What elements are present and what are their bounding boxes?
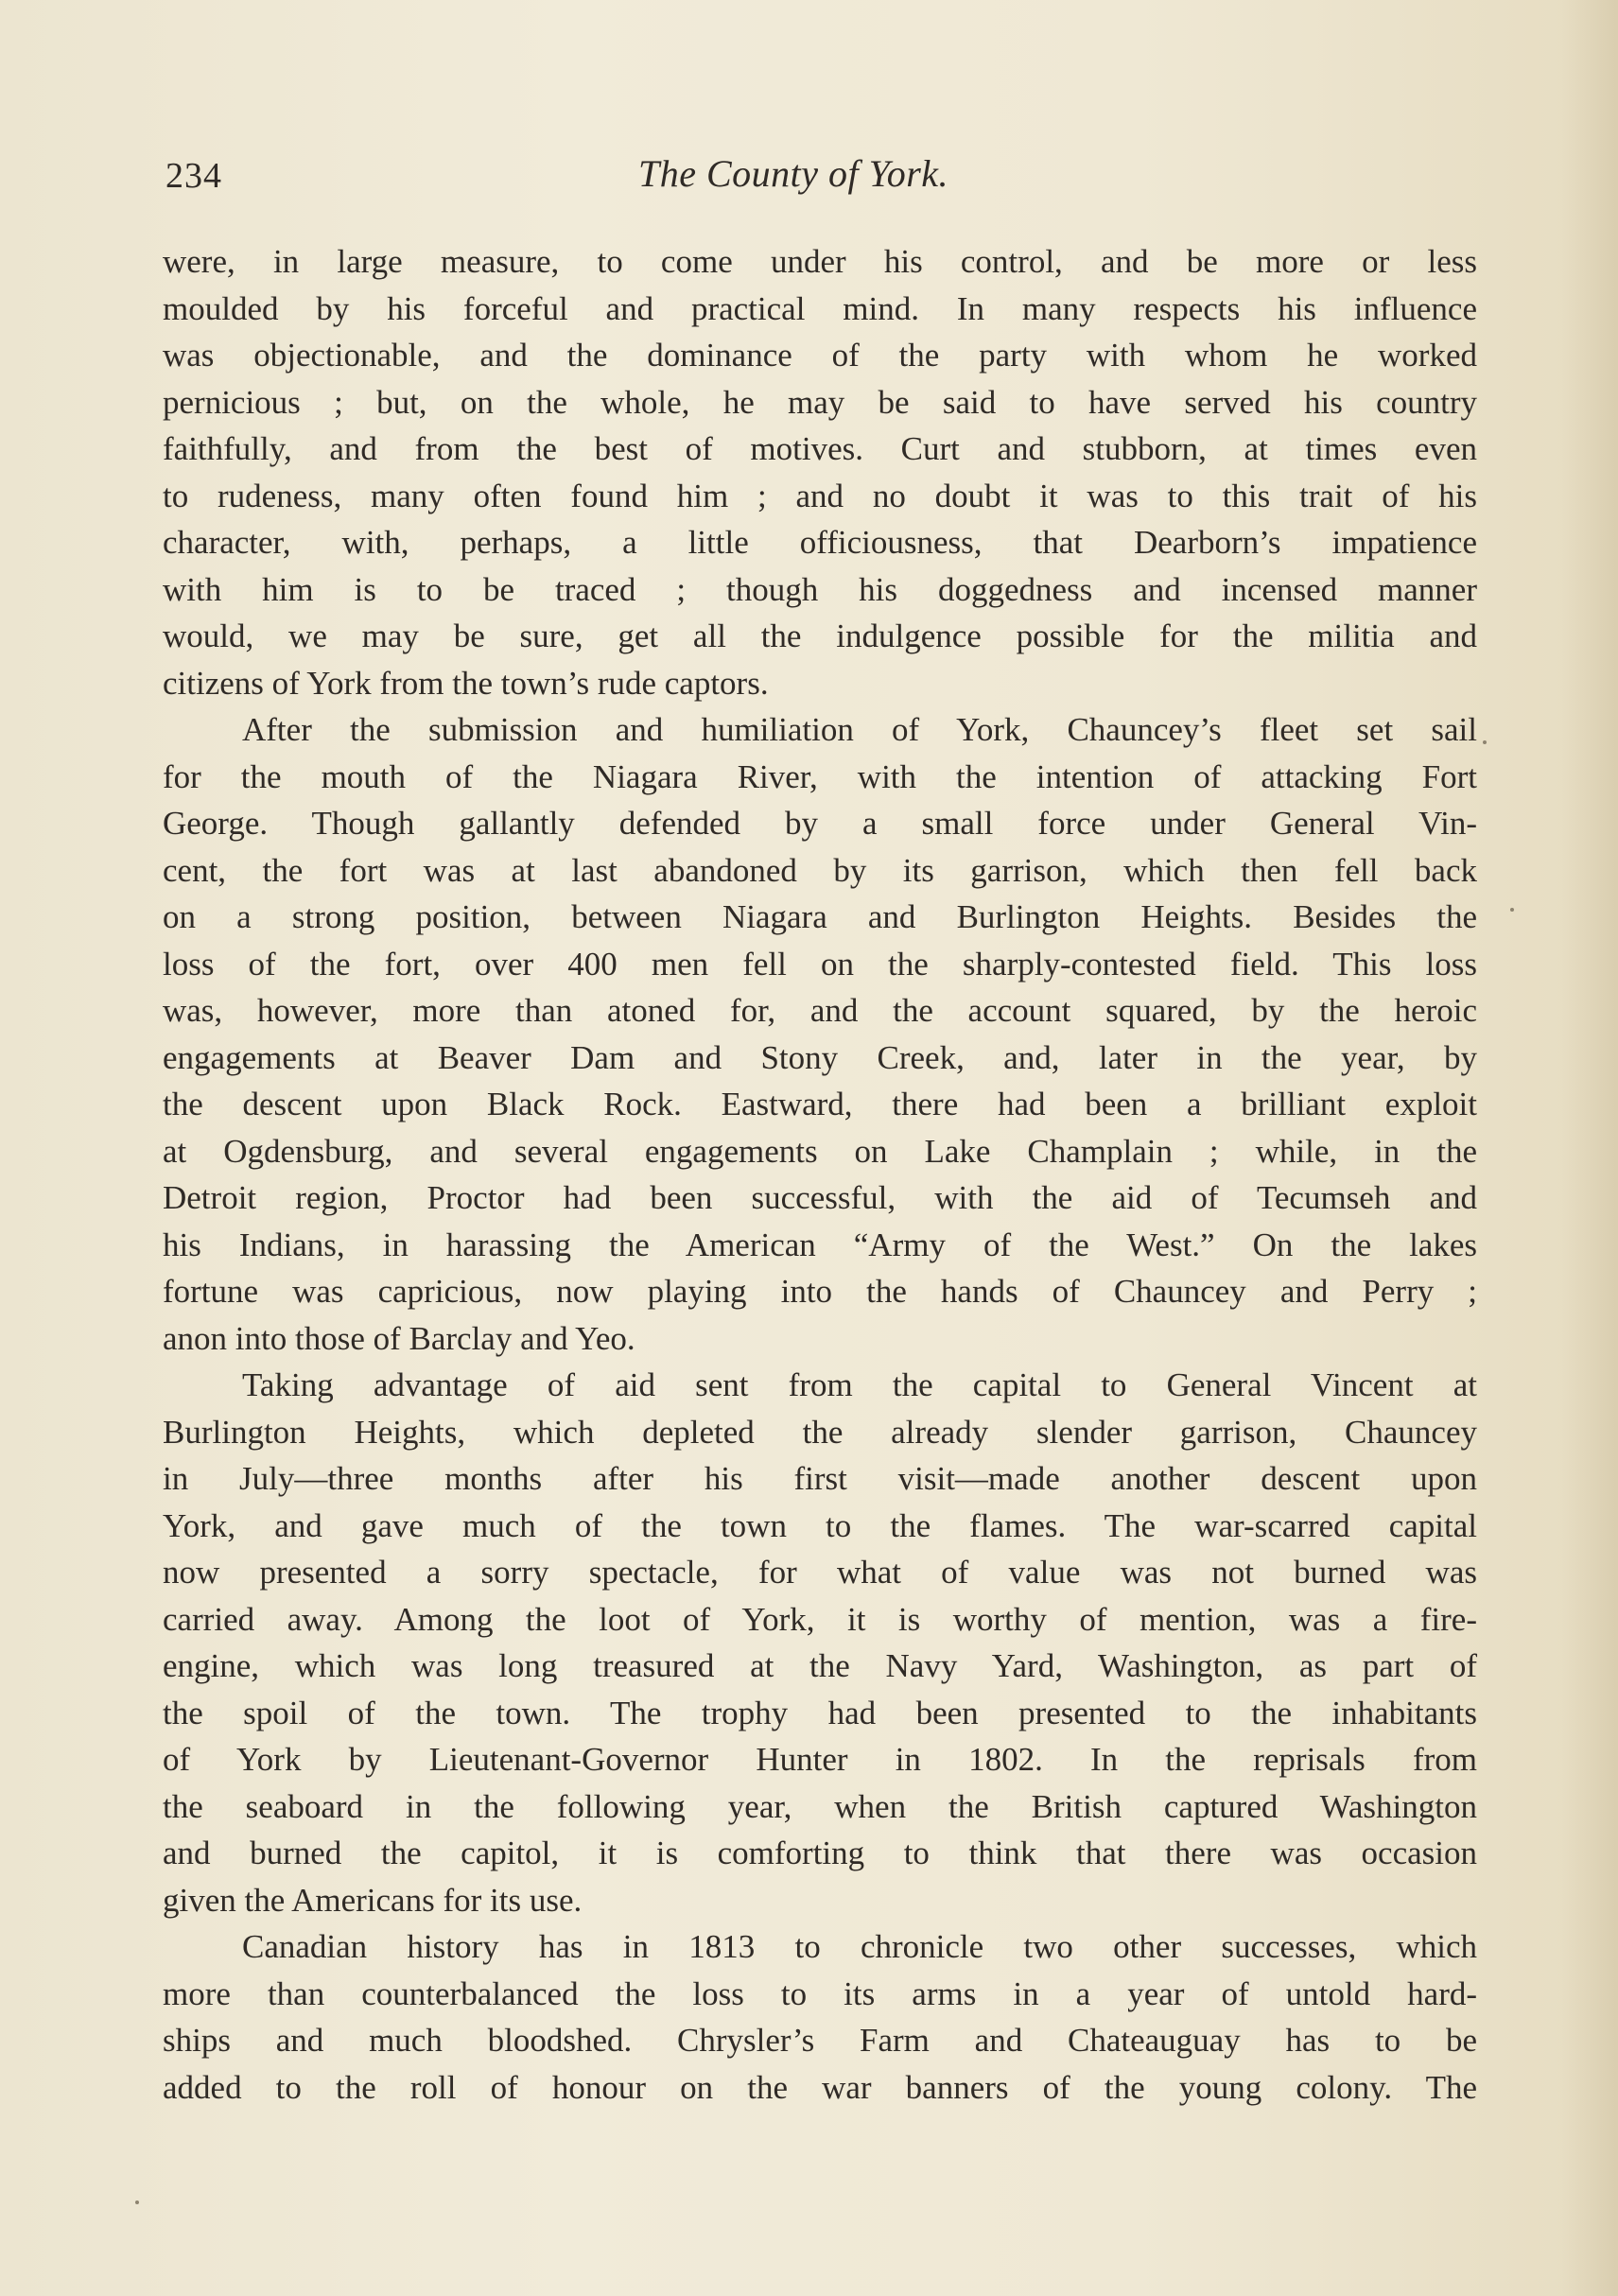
text-line: the seaboard in the following year, when the British captured Washington	[163, 1787, 1477, 1825]
text-line: with him is to be traced ; though his doggedness and incensed manner	[163, 570, 1477, 608]
text-line: Detroit region, Proctor had been successful, with the aid of Tecumseh and	[163, 1179, 1477, 1216]
print-speck	[1483, 740, 1487, 744]
text-line: at Ogdensburg, and several engagements on Lake Champlain ; while, in the	[163, 1132, 1477, 1170]
text-line: character, with, perhaps, a little officiousness, that Dearborn’s impatience	[163, 524, 1477, 561]
text-line: the descent upon Black Rock. Eastward, there had been a brilliant exploit	[163, 1086, 1477, 1122]
text-line: faithfully, and from the best of motives. Curt and stubborn, at times even	[163, 430, 1477, 467]
text-line: of York by Lieutenant-Governor Hunter in 1802. In the reprisals from	[163, 1741, 1477, 1778]
text-line: given the Americans for its use.	[163, 1881, 583, 1919]
paragraph	[163, 706, 1477, 1362]
running-title: The County of York.	[638, 152, 949, 195]
text-line: now presented a sorry spectacle, for what of value was not burned was	[163, 1554, 1477, 1591]
text-line: Burlington Heights, which depleted the already slender garrison, Chauncey	[163, 1413, 1477, 1451]
text-line: Taking advantage of aid sent from the capital to General Vincent at	[242, 1366, 1477, 1403]
text-line: anon into those of Barclay and Yeo.	[163, 1319, 635, 1357]
paragraph	[163, 1362, 1477, 1923]
text-line: was objectionable, and the dominance of the party with whom he worked	[163, 337, 1477, 374]
text-line: to rudeness, many often found him ; and no doubt it was to this trait of his	[163, 477, 1477, 514]
text-line: was, however, more than atoned for, and the account squared, by the heroic	[163, 992, 1477, 1029]
text-line: ships and much bloodshed. Chrysler’s Farm and Chateauguay has to be	[163, 2022, 1477, 2059]
text-line: George. Though gallantly defended by a small force under General Vin-	[163, 805, 1477, 842]
text-line: and burned the capitol, it is comforting to think that there was occasion	[163, 1835, 1477, 1871]
text-line: Canadian history has in 1813 to chronicle two other successes, which	[242, 1928, 1477, 1965]
text-line: added to the roll of honour on the war banners of the young colony. The	[163, 2068, 1477, 2106]
text-line: for the mouth of the Niagara River, with the intention of attacking Fort	[163, 757, 1477, 795]
text-line: his Indians, in harassing the American “Army of the West.” On the lakes	[163, 1226, 1477, 1263]
paragraph	[163, 1923, 1477, 2111]
text-line: carried away. Among the loot of York, it is worthy of mention, was a fire-	[163, 1600, 1477, 1638]
print-speck	[1510, 908, 1514, 912]
text-line: loss of the fort, over 400 men fell on the sharply-contested field. This loss	[163, 945, 1477, 983]
text-line: pernicious ; but, on the whole, he may be said to have served his country	[163, 383, 1477, 421]
text-line: were, in large measure, to come under his control, and be more or less	[163, 243, 1477, 280]
running-head	[165, 151, 1508, 208]
paragraph	[163, 238, 1477, 706]
text-line: in July—three months after his first visit—made another descent upon	[163, 1460, 1477, 1497]
text-line: more than counterbalanced the loss to its arms in a year of untold hard-	[163, 1974, 1477, 2012]
text-line: cent, the fort was at last abandoned by its garrison, which then fell back	[163, 851, 1477, 889]
text-line: After the submission and humiliation of York, Chauncey’s fleet set sail	[242, 711, 1477, 748]
text-line: moulded by his forceful and practical mind. In many respects his influence	[163, 289, 1477, 327]
text-line: York, and gave much of the town to the flames. The war-scarred capital	[163, 1506, 1477, 1544]
text-line: the spoil of the town. The trophy had been presented to the inhabitants	[163, 1694, 1477, 1731]
body-text	[163, 238, 1477, 2111]
text-line: fortune was capricious, now playing into the hands of Chauncey and Perry ;	[163, 1273, 1477, 1310]
text-line: on a strong position, between Niagara and Burlington Heights. Besides the	[163, 898, 1477, 935]
text-line: citizens of York from the town’s rude captors.	[163, 664, 769, 702]
print-speck	[135, 2200, 139, 2204]
page-edge-shadow	[1561, 0, 1618, 2296]
page-number: 234	[165, 156, 222, 196]
text-line: would, we may be sure, get all the indulgence possible for the militia and	[163, 617, 1477, 654]
text-line: engagements at Beaver Dam and Stony Creek, and, later in the year, by	[163, 1038, 1477, 1076]
text-line: engine, which was long treasured at the Navy Yard, Washington, as part of	[163, 1647, 1477, 1684]
